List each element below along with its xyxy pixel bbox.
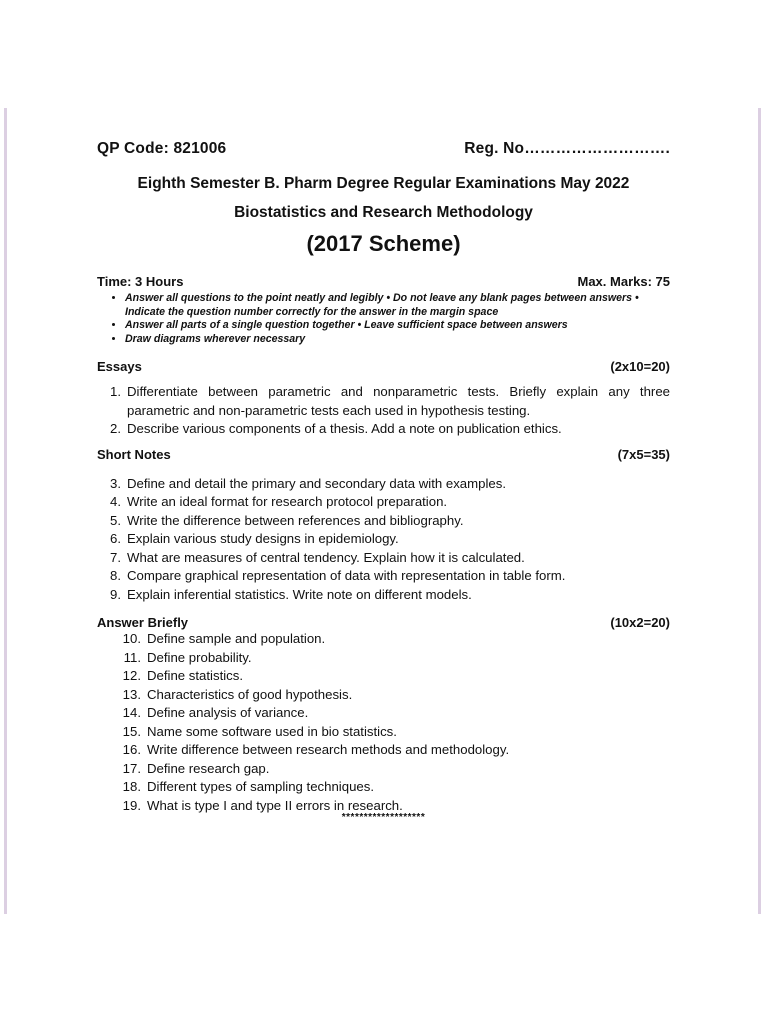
brief-questions <box>97 630 670 815</box>
section-header-short-notes <box>97 447 670 462</box>
question-item: 4. Write an ideal format for research protocol preparation. <box>110 494 448 509</box>
question-item: 16. Write difference between research methods and methodology. <box>122 742 510 757</box>
question-item: 1. Differentiate between parametric and nonparametric tests. Briefly explain any three parametric and non-parametric tests each used in hypothesis testing. <box>110 384 670 418</box>
question-item: 7. What are measures of central tendency. Explain how it is calculated. <box>110 549 525 565</box>
page-edge-right <box>758 108 761 914</box>
time-label: Time: 3 Hours <box>97 274 184 289</box>
question-item: 18. Different types of sampling techniques. <box>122 779 375 794</box>
essay-questions <box>97 383 670 439</box>
section-header-essays <box>97 359 670 374</box>
section-header-answer-briefly <box>97 615 670 630</box>
question-item: 8. Compare graphical representation of data with representation in table form. <box>110 568 566 583</box>
question-item: 14. Define analysis of variance. <box>122 705 309 720</box>
time-marks-row <box>97 274 670 289</box>
question-item: 10. Define sample and population. <box>122 631 326 646</box>
instruction-item: • Answer all parts of a single question together • Leave sufficient space between answers <box>125 319 670 333</box>
question-item: 17. Define research gap. <box>122 760 270 776</box>
question-item: 5. Write the difference between references and bibliography. <box>110 512 464 528</box>
header-row <box>97 140 670 158</box>
question-item: 12. Define statistics. <box>122 668 244 683</box>
section-marks: (10x2=20) <box>610 615 670 630</box>
short-note-questions <box>97 475 670 605</box>
instructions-list <box>97 292 670 346</box>
section-marks: (2x10=20) <box>610 359 670 374</box>
section-title: Essays <box>97 359 142 374</box>
section-marks: (7x5=35) <box>617 446 670 462</box>
section-title: Short Notes <box>97 446 171 462</box>
question-paper <box>97 140 670 823</box>
question-item: 2. Describe various components of a thesis. Add a note on publication ethics. <box>110 421 562 436</box>
question-item: 3. Define and detail the primary and secondary data with examples. <box>110 475 506 491</box>
max-marks-label: Max. Marks: 75 <box>577 274 670 289</box>
question-item: 15. Name some software used in bio statistics. <box>122 723 397 739</box>
reg-no: Reg. No………………………. <box>464 140 670 157</box>
question-item: 11. Define probability. <box>123 649 252 665</box>
scheme-title: (2017 Scheme) <box>306 231 461 256</box>
end-of-paper-mark: ******************* <box>341 812 426 823</box>
question-item: 6. Explain various study designs in epidemiology. <box>110 531 399 546</box>
qp-code: QP Code: 821006 <box>97 140 227 157</box>
question-item: 9. Explain inferential statistics. Write note on different models. <box>110 586 472 602</box>
page-edge-left <box>4 108 7 914</box>
exam-title: Eighth Semester B. Pharm Degree Regular Examinations May 2022 <box>137 175 630 192</box>
section-title: Answer Briefly <box>97 615 189 630</box>
question-item: 13. Characteristics of good hypothesis. <box>122 686 353 702</box>
instruction-item: • Draw diagrams wherever necessary <box>125 333 670 347</box>
subject-title: Biostatistics and Research Methodology <box>234 204 533 221</box>
instruction-item: • Answer all questions to the point neatly and legibly • Do not leave any blank pages between answers • Indicate the question number correctly for the answer in the margin space <box>125 292 670 319</box>
question-item: 19. What is type I and type II errors in research. <box>122 797 403 813</box>
